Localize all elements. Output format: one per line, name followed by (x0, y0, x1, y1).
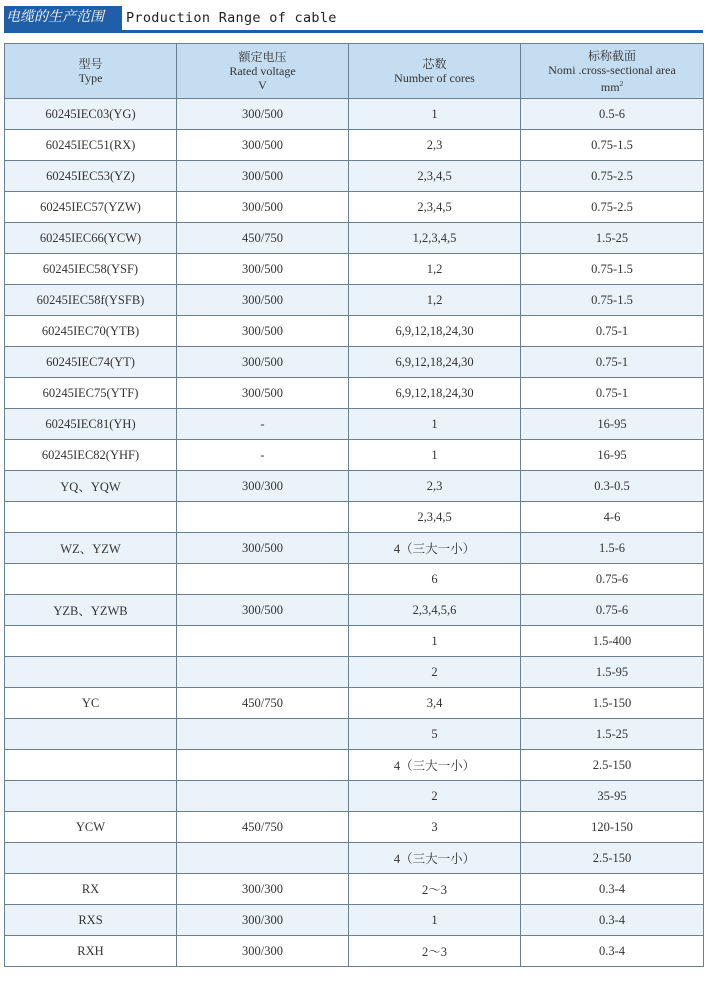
table-row (5, 781, 704, 812)
table-header-row (5, 44, 704, 99)
voltage-cell (177, 626, 349, 657)
voltage-cell: 300/300 (177, 874, 349, 905)
column-header-cn: 标称截面 (587, 48, 636, 63)
voltage-cell: 300/500 (177, 316, 349, 347)
table-row (5, 130, 704, 161)
voltage-cell (177, 781, 349, 812)
area-cell: 16-95 (521, 409, 704, 440)
table-row (5, 750, 704, 781)
type-cell: 60245IEC58(YSF) (5, 254, 177, 285)
table-row (5, 440, 704, 471)
type-cell: 60245IEC74(YT) (5, 347, 177, 378)
cores-cell: 2 (349, 657, 521, 688)
area-cell: 0.75-1 (521, 378, 704, 409)
cores-cell: 3 (349, 812, 521, 843)
cores-cell: 2～3 (349, 874, 521, 905)
voltage-cell (177, 719, 349, 750)
type-cell: 60245IEC66(YCW) (5, 223, 177, 254)
table-row (5, 471, 704, 502)
area-cell: 0.75-1 (521, 347, 704, 378)
type-cell: 60245IEC70(YTB) (5, 316, 177, 347)
table-row (5, 812, 704, 843)
type-cell: 60245IEC57(YZW) (5, 192, 177, 223)
table-row (5, 502, 704, 533)
voltage-cell: 450/750 (177, 688, 349, 719)
type-cell (5, 657, 177, 688)
table-row (5, 688, 704, 719)
cores-cell: 2,3,4,5,6 (349, 595, 521, 626)
cores-cell: 1 (349, 440, 521, 471)
column-header-en: Nomi .cross-sectional area (548, 62, 676, 77)
area-cell: 0.75-6 (521, 595, 704, 626)
type-cell: 60245IEC81(YH) (5, 409, 177, 440)
area-cell: 0.75-6 (521, 564, 704, 595)
cores-cell: 2,3,4,5 (349, 192, 521, 223)
table-row (5, 874, 704, 905)
title-divider (4, 30, 703, 33)
column-header-cn: 额定电压 (238, 50, 287, 64)
column-header-unit: V (258, 78, 267, 92)
cores-cell: 4（三大一小） (349, 843, 521, 874)
table-row (5, 626, 704, 657)
cores-cell: 1 (349, 626, 521, 657)
type-cell: WZ、YZW (5, 533, 177, 564)
table-row (5, 316, 704, 347)
area-cell: 0.75-1.5 (521, 254, 704, 285)
voltage-cell: 300/300 (177, 936, 349, 967)
voltage-cell (177, 843, 349, 874)
cores-cell: 4（三大一小） (349, 533, 521, 564)
cable-spec-table (4, 43, 704, 967)
type-cell (5, 719, 177, 750)
table-row (5, 223, 704, 254)
cores-cell: 2 (349, 781, 521, 812)
voltage-cell: 300/300 (177, 471, 349, 502)
area-cell: 35-95 (521, 781, 704, 812)
unit-superscript: 2 (619, 79, 624, 88)
column-header-en: Type (78, 71, 103, 85)
cores-cell: 2,3,4,5 (349, 161, 521, 192)
voltage-cell: 300/500 (177, 99, 349, 130)
type-cell (5, 502, 177, 533)
table-body (5, 99, 704, 967)
type-cell: 60245IEC03(YG) (5, 99, 177, 130)
area-cell: 0.3-4 (521, 874, 704, 905)
voltage-cell (177, 657, 349, 688)
type-cell (5, 843, 177, 874)
area-cell: 1.5-150 (521, 688, 704, 719)
column-header-en: Rated voltage (229, 64, 296, 78)
table-row (5, 657, 704, 688)
voltage-cell: - (177, 440, 349, 471)
table-row (5, 347, 704, 378)
voltage-cell: 450/750 (177, 223, 349, 254)
cores-cell: 2,3 (349, 130, 521, 161)
table-row (5, 285, 704, 316)
table-row (5, 564, 704, 595)
column-header-area (521, 44, 704, 99)
type-cell (5, 626, 177, 657)
voltage-cell: 450/750 (177, 812, 349, 843)
cores-cell: 1,2 (349, 254, 521, 285)
area-cell: 0.75-2.5 (521, 161, 704, 192)
cores-cell: 2,3,4,5 (349, 502, 521, 533)
table-row (5, 595, 704, 626)
column-header-voltage (177, 44, 349, 99)
area-cell: 0.3-4 (521, 936, 704, 967)
column-header-type (5, 44, 177, 99)
type-cell: RXS (5, 905, 177, 936)
area-cell: 1.5-25 (521, 719, 704, 750)
table-row (5, 161, 704, 192)
title-cn: 电缆的生产范围 (4, 6, 122, 32)
cores-cell: 6,9,12,18,24,30 (349, 378, 521, 409)
area-cell: 1.5-6 (521, 533, 704, 564)
area-cell: 4-6 (521, 502, 704, 533)
voltage-cell: - (177, 409, 349, 440)
column-header-cn: 型号 (78, 57, 103, 71)
cores-cell: 1 (349, 409, 521, 440)
type-cell: YQ、YQW (5, 471, 177, 502)
table-row (5, 192, 704, 223)
type-cell: 60245IEC53(YZ) (5, 161, 177, 192)
voltage-cell (177, 564, 349, 595)
type-cell (5, 750, 177, 781)
type-cell: 60245IEC58f(YSFB) (5, 285, 177, 316)
voltage-cell: 300/300 (177, 905, 349, 936)
type-cell: 60245IEC82(YHF) (5, 440, 177, 471)
area-cell: 0.3-0.5 (521, 471, 704, 502)
table-row (5, 378, 704, 409)
area-cell: 1.5-25 (521, 223, 704, 254)
voltage-cell (177, 750, 349, 781)
table-row (5, 533, 704, 564)
area-cell: 0.75-1.5 (521, 285, 704, 316)
table-row (5, 719, 704, 750)
type-cell (5, 781, 177, 812)
cores-cell: 1,2 (349, 285, 521, 316)
area-cell: 2.5-150 (521, 843, 704, 874)
cores-cell: 6,9,12,18,24,30 (349, 316, 521, 347)
table-row (5, 843, 704, 874)
area-cell: 1.5-400 (521, 626, 704, 657)
cores-cell: 3,4 (349, 688, 521, 719)
area-cell: 0.5-6 (521, 99, 704, 130)
cores-cell: 6,9,12,18,24,30 (349, 347, 521, 378)
cores-cell: 1 (349, 905, 521, 936)
type-cell: RX (5, 874, 177, 905)
cores-cell: 1,2,3,4,5 (349, 223, 521, 254)
type-cell (5, 564, 177, 595)
cores-cell: 2,3 (349, 471, 521, 502)
voltage-cell: 300/500 (177, 254, 349, 285)
table-row (5, 254, 704, 285)
cores-cell: 1 (349, 99, 521, 130)
cores-cell: 2～3 (349, 936, 521, 967)
voltage-cell: 300/500 (177, 595, 349, 626)
column-header-en: Number of cores (394, 71, 475, 85)
area-cell: 2.5-150 (521, 750, 704, 781)
table-row (5, 936, 704, 967)
voltage-cell: 300/500 (177, 347, 349, 378)
cores-cell: 4（三大一小） (349, 750, 521, 781)
type-cell: YC (5, 688, 177, 719)
area-cell: 0.75-1 (521, 316, 704, 347)
voltage-cell: 300/500 (177, 285, 349, 316)
type-cell: YCW (5, 812, 177, 843)
type-cell: RXH (5, 936, 177, 967)
voltage-cell: 300/500 (177, 130, 349, 161)
voltage-cell: 300/500 (177, 192, 349, 223)
area-cell: 1.5-95 (521, 657, 704, 688)
type-cell: 60245IEC51(RX) (5, 130, 177, 161)
title-en: Production Range of cable (126, 10, 337, 26)
cores-cell: 5 (349, 719, 521, 750)
area-cell: 0.3-4 (521, 905, 704, 936)
voltage-cell: 300/500 (177, 378, 349, 409)
table-row (5, 99, 704, 130)
column-header-cn: 芯数 (422, 57, 447, 71)
title-bar (0, 6, 707, 32)
column-header-unit (521, 77, 703, 94)
column-header-cores (349, 44, 521, 99)
cores-cell: 6 (349, 564, 521, 595)
type-cell: YZB、YZWB (5, 595, 177, 626)
voltage-cell: 300/500 (177, 161, 349, 192)
area-cell: 120-150 (521, 812, 704, 843)
table-row (5, 905, 704, 936)
voltage-cell (177, 502, 349, 533)
voltage-cell: 300/500 (177, 533, 349, 564)
area-cell: 16-95 (521, 440, 704, 471)
table-row (5, 409, 704, 440)
area-cell: 0.75-2.5 (521, 192, 704, 223)
area-cell: 0.75-1.5 (521, 130, 704, 161)
type-cell: 60245IEC75(YTF) (5, 378, 177, 409)
unit-text: mm (600, 79, 620, 94)
